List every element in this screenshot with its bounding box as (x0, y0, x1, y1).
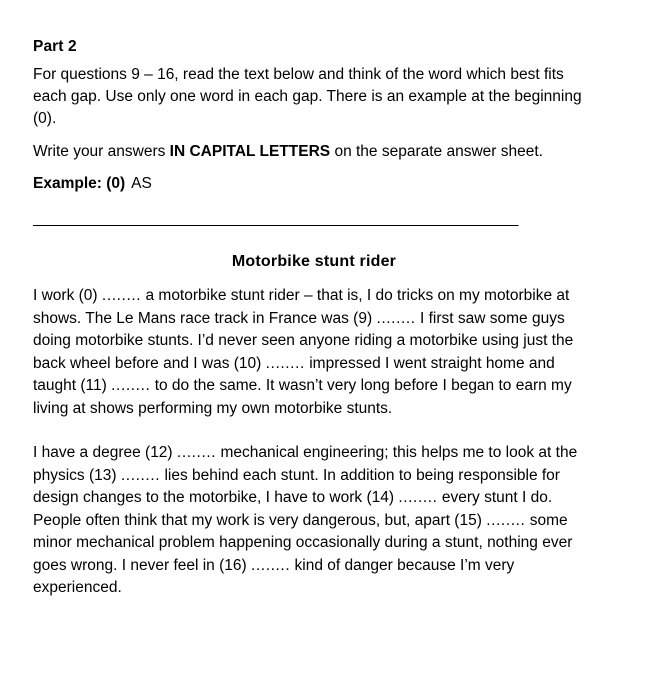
paragraph-segment: every stunt I do. People often think that my work is very dangerous, but, apart (15) (33, 489, 553, 529)
paragraph-segment: lies behind each stunt. In addition to being responsible for design changes to the motorbike, I have to work (14) (33, 466, 560, 506)
reading-paragraph (33, 285, 595, 420)
paragraph-segment: a motorbike stunt rider – that is, I do tricks on my motorbike at shows. The Le Mans race track in France was (9) (33, 287, 570, 327)
part-heading: Part 2 (33, 38, 77, 55)
text-title: Motorbike stunt rider (231, 253, 397, 270)
example-answer: AS (131, 175, 152, 192)
section-divider: ___________________________________________________________ (33, 210, 519, 227)
gap-11: ........ (111, 377, 151, 394)
gap-12: ........ (176, 444, 217, 461)
gap-14: ........ (398, 489, 438, 506)
gap-9: ........ (376, 309, 416, 327)
paragraph-segment: I first saw some guys doing motorbike stunts. I’d never seen anyone riding a motorbike using just the back wheel before and I was (10) (33, 309, 574, 372)
gap-15: ........ (486, 511, 526, 529)
instruction-capital-suffix: on the separate answer sheet. (330, 143, 543, 160)
instruction-capital-emphasis: IN CAPITAL LETTERS (169, 143, 331, 160)
gap-13: ........ (120, 466, 161, 484)
example-line (33, 173, 595, 195)
reading-paragraph (33, 442, 595, 600)
page-content (33, 36, 595, 600)
paragraph-segment: I have a degree (12) (33, 444, 177, 461)
example-label: Example: (0) (33, 175, 126, 192)
paragraph-segment: impressed I went straight home and taught (11) (33, 354, 555, 394)
paragraph-segment: kind of danger because I’m very experienced. (33, 556, 515, 596)
paragraph-segment: some minor mechanical problem happening occasionally during a stunt, nothing ever goes wrong. I never feel in (16) (33, 511, 573, 574)
gap-10: ........ (265, 354, 305, 372)
instruction-capital-letters (33, 141, 595, 163)
paragraph-segment: to do the same. It wasn’t very long before I began to earn my living at shows performing my own motorbike stunts. (33, 377, 572, 417)
paragraph-segment: I work (0) (33, 287, 102, 304)
paragraph-segment: mechanical engineering; this helps me to look at the physics (13) (33, 444, 578, 484)
instruction-questions-range: For questions 9 – 16, read the text below and think of the word which best fits each gap. Use only one word in each gap. There is an example at the beginning (0). (33, 66, 582, 127)
gap-0: ........ (101, 287, 142, 304)
instruction-capital-prefix: Write your answers (33, 143, 170, 160)
gap-16: ........ (250, 556, 291, 574)
